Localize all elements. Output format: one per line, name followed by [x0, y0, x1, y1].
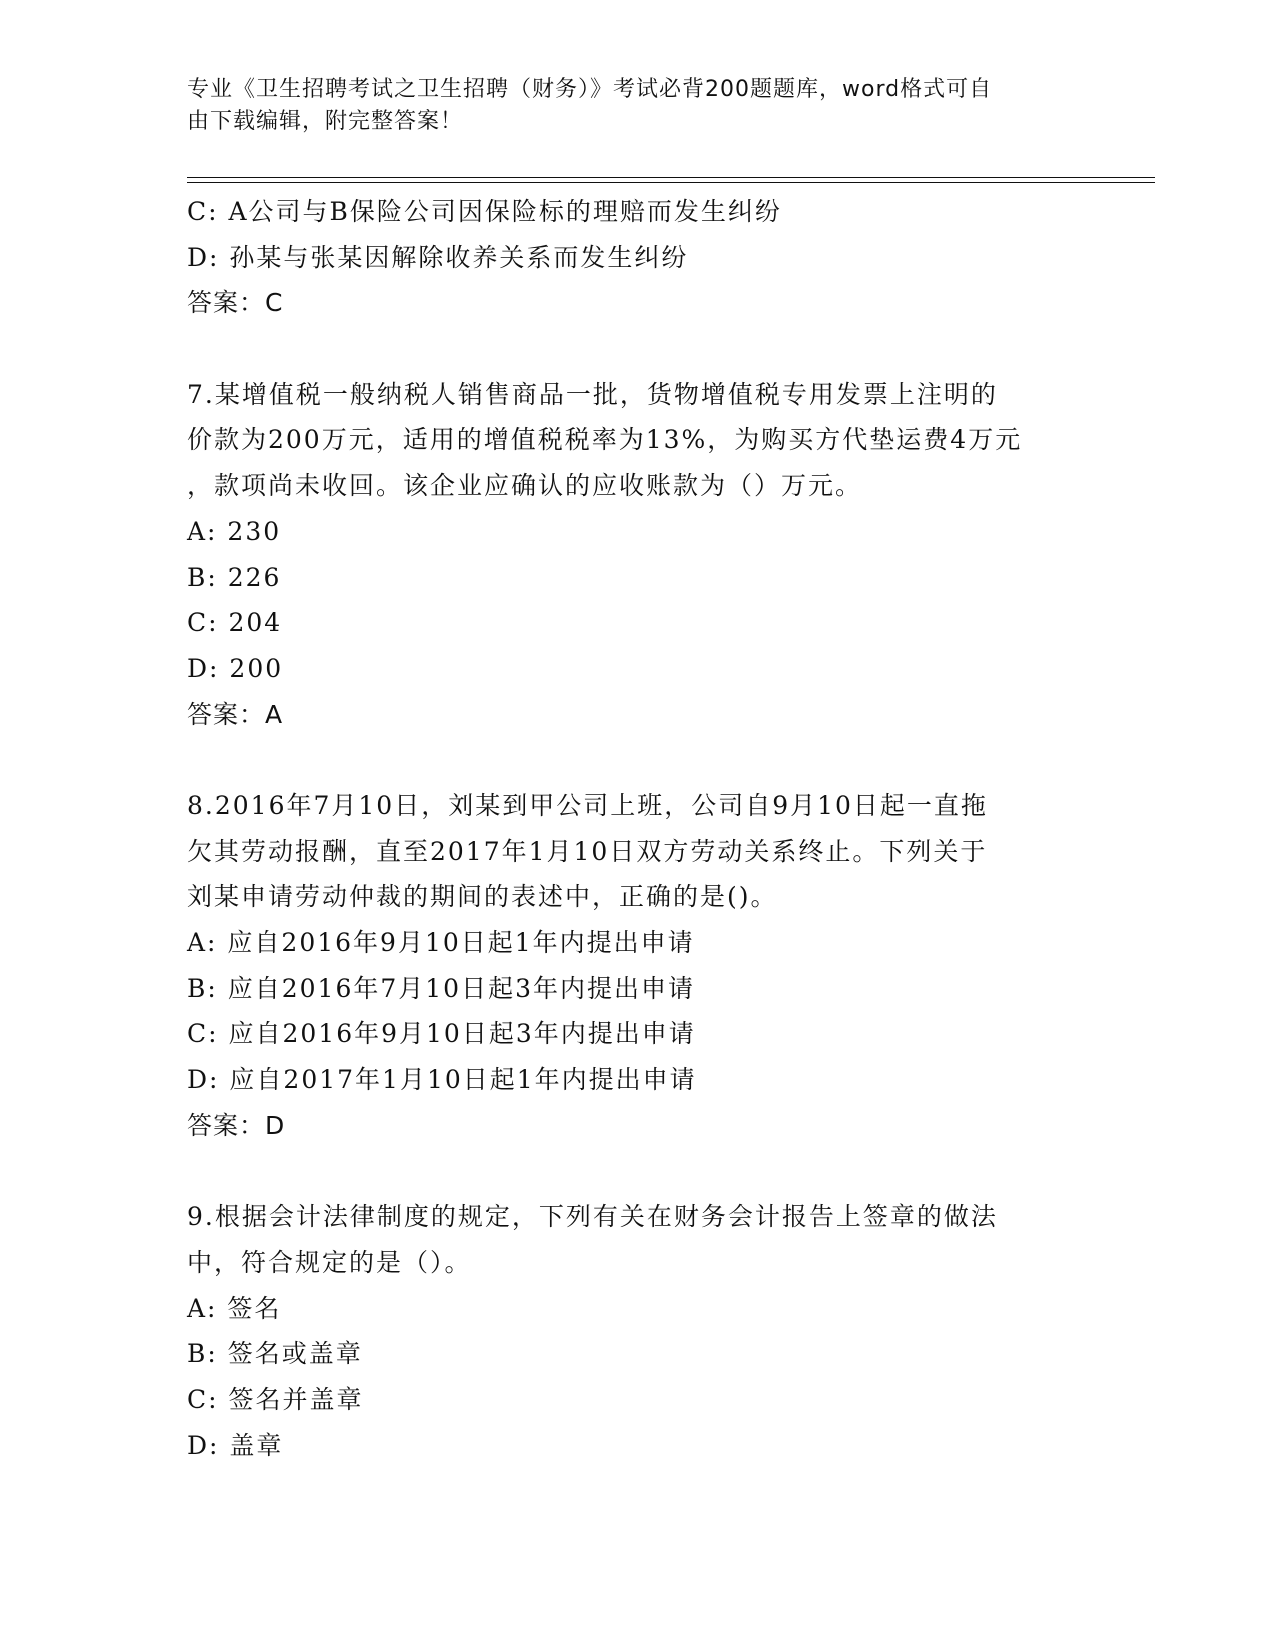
question-6-tail [187, 189, 1087, 326]
q9-option-a: A: 签名 [187, 1293, 282, 1323]
q7-stem-line-3: ，款项尚未收回。该企业应确认的应收账款为（）万元。 [187, 471, 863, 501]
question-list [187, 189, 1087, 1468]
q7-stem-line-2: 价款为200万元，适用的增值税税率为13%，为购买方代垫运费4万元 [187, 425, 1023, 455]
question-7 [187, 372, 1087, 738]
q7-stem-line-1: 7.某增值税一般纳税人销售商品一批，货物增值税专用发票上注明的 [187, 379, 998, 409]
q9-stem-line-1: 9.根据会计法律制度的规定，下列有关在财务会计报告上签章的做法 [187, 1202, 998, 1232]
header-divider-bottom [187, 182, 1155, 183]
q9-stem-line-2: 中，符合规定的是（）。 [187, 1247, 472, 1277]
q8-option-b: B: 应自2016年7月10日起3年内提出申请 [187, 973, 695, 1003]
q6-answer: 答案：C [187, 288, 284, 318]
q9-option-d: D: 盖章 [187, 1430, 284, 1460]
q6-option-d: D: 孙某与张某因解除收养关系而发生纠纷 [187, 242, 689, 272]
spacer [187, 326, 1087, 372]
q8-option-d: D: 应自2017年1月10日起1年内提出申请 [187, 1065, 697, 1095]
header-divider-top [187, 177, 1155, 178]
question-8 [187, 783, 1087, 1149]
spacer [187, 1148, 1087, 1194]
q7-answer: 答案：A [187, 699, 284, 729]
q8-stem-line-3: 刘某申请劳动仲裁的期间的表述中，正确的是()。 [187, 882, 778, 912]
q8-stem-line-2: 欠其劳动报酬，直至2017年1月10日双方劳动关系终止。下列关于 [187, 836, 988, 866]
header-title-line-1: 专业《卫生招聘考试之卫生招聘（财务）》考试必背200题题库，word格式可自 [187, 77, 993, 102]
header-title-line-2: 由下载编辑，附完整答案！ [187, 109, 464, 134]
q7-option-b: B: 226 [187, 562, 282, 592]
q8-option-a: A: 应自2016年9月10日起1年内提出申请 [187, 928, 695, 957]
spacer [187, 737, 1087, 783]
q8-option-c: C: 应自2016年9月10日起3年内提出申请 [187, 1019, 696, 1049]
q8-answer: 答案：D [187, 1110, 286, 1140]
q8-stem-line-1: 8.2016年7月10日，刘某到甲公司上班，公司自9月10日起一直拖 [187, 790, 988, 820]
q9-option-b: B: 签名或盖章 [187, 1339, 363, 1369]
question-9 [187, 1194, 1087, 1468]
q9-option-c: C: 签名并盖章 [187, 1384, 364, 1414]
q7-option-c: C: 204 [187, 608, 283, 638]
document-header [187, 74, 1067, 138]
q6-option-c: C: A公司与B保险公司因保险标的理赔而发生纠纷 [187, 197, 782, 226]
q7-option-a: A: 230 [187, 516, 282, 546]
q7-option-d: D: 200 [187, 653, 284, 683]
